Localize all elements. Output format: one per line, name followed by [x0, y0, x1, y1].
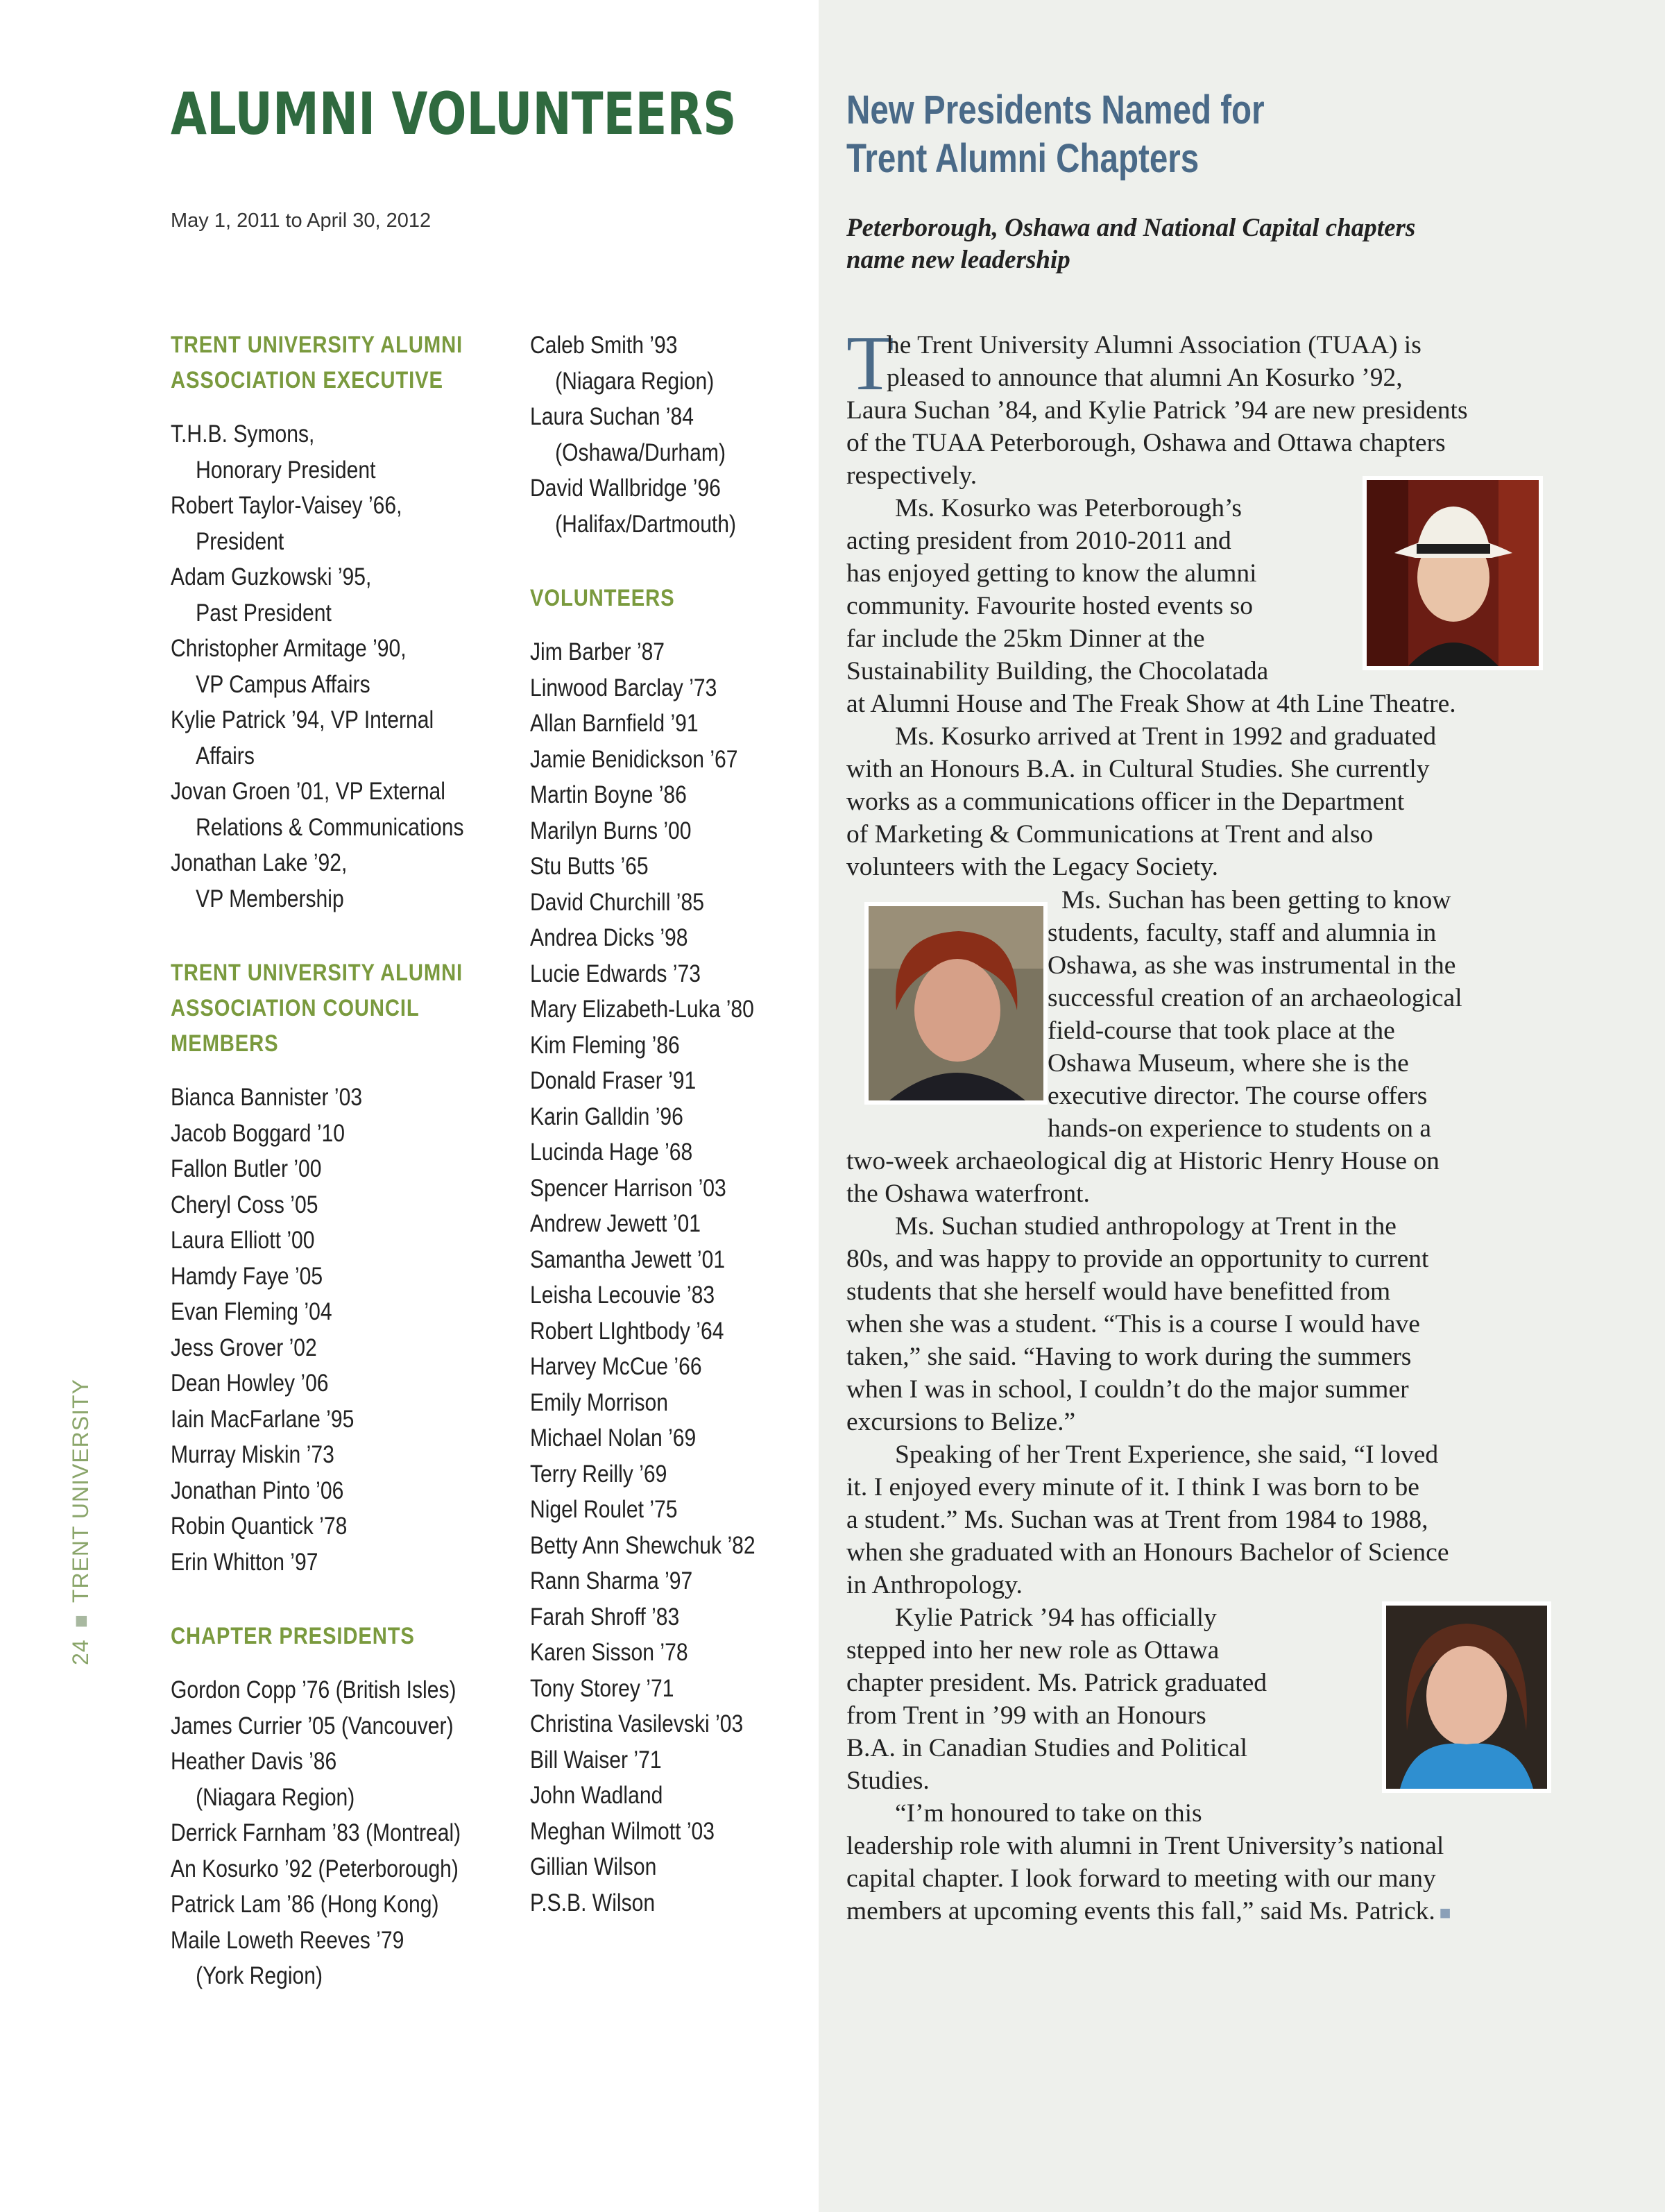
volunteer-entry: Lucie Edwards ’73 [530, 960, 701, 987]
article-line: students, faculty, staff and alumnia in [1048, 919, 1437, 947]
volunteer-entry: Jamie Benidickson ’67 [530, 745, 738, 773]
article-line: members at upcoming events this fall,” said Ms. Patrick. ■ [846, 1897, 1451, 1925]
volunteer-entry: Gordon Copp ’76 (British Isles) [171, 1676, 456, 1703]
article-line: Ms. Suchan has been getting to know [1061, 886, 1451, 914]
article-line: Ms. Suchan studied anthropology at Trent in the [895, 1212, 1397, 1241]
article-line: capital chapter. I look forward to meeting with our many [846, 1864, 1436, 1893]
volunteer-entry-continuation: Relations & Communications [196, 813, 464, 841]
article-subtitle-line-2: name new leadership [846, 246, 1070, 274]
article-line: leadership role with alumni in Trent University’s national [846, 1832, 1444, 1860]
volunteer-entry: Mary Elizabeth-Luka ’80 [530, 996, 754, 1023]
article-line: at Alumni House and The Freak Show at 4th Line Theatre. [846, 690, 1456, 718]
volunteer-entry: Farah Shroff ’83 [530, 1603, 680, 1631]
volunteer-entry: Betty Ann Shewchuk ’82 [530, 1531, 755, 1559]
article-line: he Trent University Alumni Association (TUAA) is [887, 331, 1421, 359]
volunteer-entry: Laura Elliott ’00 [171, 1227, 315, 1254]
publication-name: TRENT UNIVERSITY [68, 1379, 93, 1603]
volunteer-entry-continuation: Honorary President [196, 456, 376, 484]
volunteer-entry: Robin Quantick ’78 [171, 1513, 348, 1540]
portrait-photo-woman-white-hat-icon [1367, 480, 1539, 666]
volunteer-entry: David Churchill ’85 [530, 888, 704, 916]
volunteer-entry: Lucinda Hage ’68 [530, 1139, 693, 1166]
volunteer-entry: Christopher Armitage ’90, [171, 635, 407, 662]
article-line: acting president from 2010-2011 and [846, 527, 1231, 555]
heading-spacer [171, 1654, 518, 1672]
section-spacer [530, 542, 821, 581]
volunteer-entry: James Currier ’05 (Vancouver) [171, 1712, 454, 1739]
volunteer-entry: Gillian Wilson [530, 1853, 657, 1880]
volunteer-entry: Iain MacFarlane ’95 [171, 1405, 355, 1433]
volunteer-entry-continuation: President [196, 527, 284, 555]
volunteer-entry: Terry Reilly ’69 [530, 1460, 667, 1488]
volunteer-entry: Emily Morrison [530, 1388, 669, 1416]
article-line: from Trent in ’99 with an Honours [846, 1701, 1206, 1730]
folio-separator-icon: ■ [68, 1614, 93, 1628]
article-title [846, 86, 1265, 183]
article-subtitle-line-1: Peterborough, Oshawa and National Capital chapters [846, 214, 1416, 242]
volunteer-entry: Donald Fraser ’91 [530, 1067, 697, 1094]
article-line: when I was in school, I couldn’t do the major summer [846, 1375, 1409, 1404]
volunteer-entry: Kylie Patrick ’94, VP Internal [171, 706, 434, 733]
volunteer-entry-continuation: (Niagara Region) [196, 1783, 355, 1811]
volunteer-entry-continuation: (Oshawa/Durham) [555, 439, 726, 466]
volunteer-entry: Stu Butts ’65 [530, 853, 649, 880]
volunteer-entry: Laura Suchan ’84 [530, 403, 694, 430]
suchan-photo [864, 902, 1048, 1105]
volunteer-entry: Cheryl Coss ’05 [171, 1191, 318, 1218]
volunteer-entry: Fallon Butler ’00 [171, 1155, 322, 1182]
article-line: Speaking of her Trent Experience, she said, “I loved [895, 1440, 1439, 1469]
article-line: students that she herself would have benefitted from [846, 1277, 1391, 1306]
volunteer-entry: Karin Galldin ’96 [530, 1103, 683, 1130]
volunteer-entry: Karen Sisson ’78 [530, 1639, 688, 1666]
volunteer-entry: Jacob Boggard ’10 [171, 1119, 345, 1147]
volunteer-entry: Caleb Smith ’93 [530, 332, 678, 359]
article-line: Ms. Kosurko was Peterborough’s [895, 494, 1242, 522]
volunteer-entry: Linwood Barclay ’73 [530, 674, 717, 701]
article-line: in Anthropology. [846, 1571, 1023, 1599]
article-subtitle [846, 212, 1415, 276]
volunteer-entry: Rann Sharma ’97 [530, 1567, 693, 1594]
section-spacer [171, 917, 518, 955]
article-line: executive director. The course offers [1048, 1082, 1428, 1110]
article-line: Oshawa Museum, where she is the [1048, 1049, 1409, 1078]
volunteer-entry: Jess Grover ’02 [171, 1334, 317, 1361]
article-line: with an Honours B.A. in Cultural Studies. She currently [846, 755, 1430, 783]
volunteer-entry: Adam Guzkowski ’95, [171, 563, 372, 590]
volunteer-entry: Dean Howley ’06 [171, 1370, 329, 1397]
article-line: respectively. [846, 461, 977, 490]
kosurko-photo [1363, 476, 1543, 670]
volunteer-entry: Derrick Farnham ’83 (Montreal) [171, 1819, 461, 1846]
volunteer-entry: Jovan Groen ’01, VP External [171, 778, 445, 805]
article-line: Studies. [846, 1767, 930, 1795]
volunteer-entry: Andrea Dicks ’98 [530, 924, 688, 951]
section-heading: VOLUNTEERS [530, 585, 675, 611]
article-title-line-1: New Presidents Named for [846, 87, 1265, 133]
article-line: B.A. in Canadian Studies and Political [846, 1734, 1248, 1762]
volunteer-entry: P.S.B. Wilson [530, 1889, 656, 1916]
volunteer-column-1 [171, 327, 518, 1994]
page-number: 24 [68, 1639, 93, 1665]
article-line: when she graduated with an Honours Bachelor of Science [846, 1538, 1449, 1567]
volunteer-entry: Kim Fleming ’86 [530, 1031, 680, 1059]
volunteer-column-2 [530, 327, 821, 1921]
patrick-photo [1382, 1601, 1551, 1793]
section-heading: CHAPTER PRESIDENTS [171, 1623, 415, 1649]
article-line: Ms. Kosurko arrived at Trent in 1992 and graduated [895, 722, 1437, 751]
portrait-photo-woman-red-hair-icon [869, 906, 1043, 1100]
volunteer-entry: Allan Barnfield ’91 [530, 710, 699, 737]
volunteer-entry: Patrick Lam ’86 (Hong Kong) [171, 1891, 439, 1918]
article-line: Oshawa, as she was instrumental in the [1048, 951, 1456, 980]
volunteer-entry: Tony Storey ’71 [530, 1674, 674, 1702]
volunteer-entry: Evan Fleming ’04 [171, 1298, 332, 1325]
article-title-line-2: Trent Alumni Chapters [846, 136, 1199, 181]
volunteer-entry-continuation: VP Campus Affairs [196, 670, 370, 698]
article-line: works as a communications officer in the Department [846, 788, 1405, 816]
volunteer-entry-continuation: Affairs [196, 742, 255, 769]
volunteer-entry-continuation: VP Membership [196, 885, 344, 912]
article-line: 80s, and was happy to provide an opportunity to current [846, 1245, 1429, 1273]
heading-spacer [171, 398, 518, 416]
drop-cap: T [846, 321, 894, 407]
article-line: taken,” she said. “Having to work during the summers [846, 1343, 1412, 1371]
volunteer-entry: Robert Taylor-Vaisey ’66, [171, 492, 402, 519]
portrait-photo-woman-blue-scarf-icon [1386, 1606, 1547, 1789]
article-line: volunteers with the Legacy Society. [846, 853, 1218, 881]
volunteer-entry: David Wallbridge ’96 [530, 475, 721, 502]
page-folio [68, 1379, 94, 1665]
heading-spacer [530, 616, 821, 634]
volunteer-entry: Andrew Jewett ’01 [530, 1210, 701, 1237]
volunteer-entry: John Wadland [530, 1782, 663, 1809]
article-line: when she was a student. “This is a course I would have [846, 1310, 1420, 1338]
end-of-article-icon: ■ [1439, 1903, 1451, 1924]
volunteer-entry: Maile Loweth Reeves ’79 [171, 1926, 404, 1954]
volunteer-entry: Christina Vasilevski ’03 [530, 1710, 744, 1737]
article-line: community. Favourite hosted events so [846, 592, 1254, 620]
volunteer-entry: Leisha Lecouvie ’83 [530, 1282, 715, 1309]
volunteer-entry: An Kosurko ’92 (Peterborough) [171, 1855, 459, 1882]
volunteer-entry: Meghan Wilmott ’03 [530, 1817, 715, 1845]
volunteer-entry: Murray Miskin ’73 [171, 1441, 334, 1468]
section-heading: MEMBERS [171, 1030, 279, 1057]
article-line: pleased to announce that alumni An Kosurko ’92, [887, 364, 1403, 392]
page-title: ALUMNI VOLUNTEERS [171, 80, 737, 148]
article-line: field-course that took place at the [1048, 1016, 1395, 1045]
article-line: a student.” Ms. Suchan was at Trent from 1984 to 1988, [846, 1506, 1428, 1534]
volunteer-entry: Jonathan Pinto ’06 [171, 1477, 344, 1504]
article-line: of the TUAA Peterborough, Oshawa and Ottawa chapters [846, 429, 1446, 457]
volunteer-entry: Heather Davis ’86 [171, 1748, 337, 1775]
volunteer-entry-continuation: Past President [196, 599, 332, 627]
section-heading: ASSOCIATION COUNCIL [171, 995, 420, 1021]
volunteer-entry: Marilyn Burns ’00 [530, 817, 692, 844]
volunteer-entry: Samantha Jewett ’01 [530, 1245, 726, 1273]
article-line: hands-on experience to students on a [1048, 1114, 1431, 1143]
volunteer-entry: Harvey McCue ’66 [530, 1353, 702, 1380]
article-line: Kylie Patrick ’94 has officially [895, 1603, 1217, 1632]
article-line: two-week archaeological dig at Historic Henry House on [846, 1147, 1440, 1175]
volunteer-entry: Nigel Roulet ’75 [530, 1496, 678, 1523]
article-line: it. I enjoyed every minute of it. I think I was born to be [846, 1473, 1419, 1501]
article-line: has enjoyed getting to know the alumni [846, 559, 1257, 588]
article-line: far include the 25km Dinner at the [846, 624, 1205, 653]
volunteer-entry: Martin Boyne ’86 [530, 781, 687, 808]
volunteer-entry: T.H.B. Symons, [171, 420, 315, 448]
section-heading: TRENT UNIVERSITY ALUMNI [171, 960, 463, 986]
article-line: “I’m honoured to take on this [895, 1799, 1202, 1828]
volunteer-entry: Jim Barber ’87 [530, 638, 665, 665]
volunteer-entry: Spencer Harrison ’03 [530, 1174, 726, 1202]
volunteer-entry-continuation: (York Region) [196, 1962, 323, 1989]
article-line: Laura Suchan ’84, and Kylie Patrick ’94 are new presidents [846, 396, 1468, 425]
article-line: excursions to Belize.” [846, 1408, 1076, 1436]
article-line: of Marketing & Communications at Trent and also [846, 820, 1374, 849]
heading-spacer [171, 1062, 518, 1080]
volunteer-entry-continuation: (Niagara Region) [555, 367, 715, 395]
volunteer-entry-continuation: (Halifax/Dartmouth) [555, 510, 737, 538]
article-line: the Oshawa waterfront. [846, 1180, 1090, 1208]
date-range: May 1, 2011 to April 30, 2012 [171, 210, 432, 232]
volunteer-entry: Jonathan Lake ’92, [171, 849, 348, 876]
volunteer-entry: Erin Whitton ’97 [171, 1548, 318, 1576]
article-line: stepped into her new role as Ottawa [846, 1636, 1220, 1665]
volunteer-entry: Hamdy Faye ’05 [171, 1262, 323, 1290]
article-line: chapter president. Ms. Patrick graduated [846, 1669, 1267, 1697]
volunteer-entry: Bianca Bannister ’03 [171, 1084, 363, 1111]
article-line: Sustainability Building, the Chocolatada [846, 657, 1269, 686]
volunteer-entry: Michael Nolan ’69 [530, 1424, 697, 1452]
volunteer-entry: Robert LIghtbody ’64 [530, 1317, 724, 1345]
section-spacer [171, 1580, 518, 1619]
article-line: successful creation of an archaeological [1048, 984, 1462, 1012]
volunteer-entry: Bill Waiser ’71 [530, 1746, 662, 1773]
section-heading: ASSOCIATION EXECUTIVE [171, 367, 443, 393]
section-heading: TRENT UNIVERSITY ALUMNI [171, 332, 463, 358]
